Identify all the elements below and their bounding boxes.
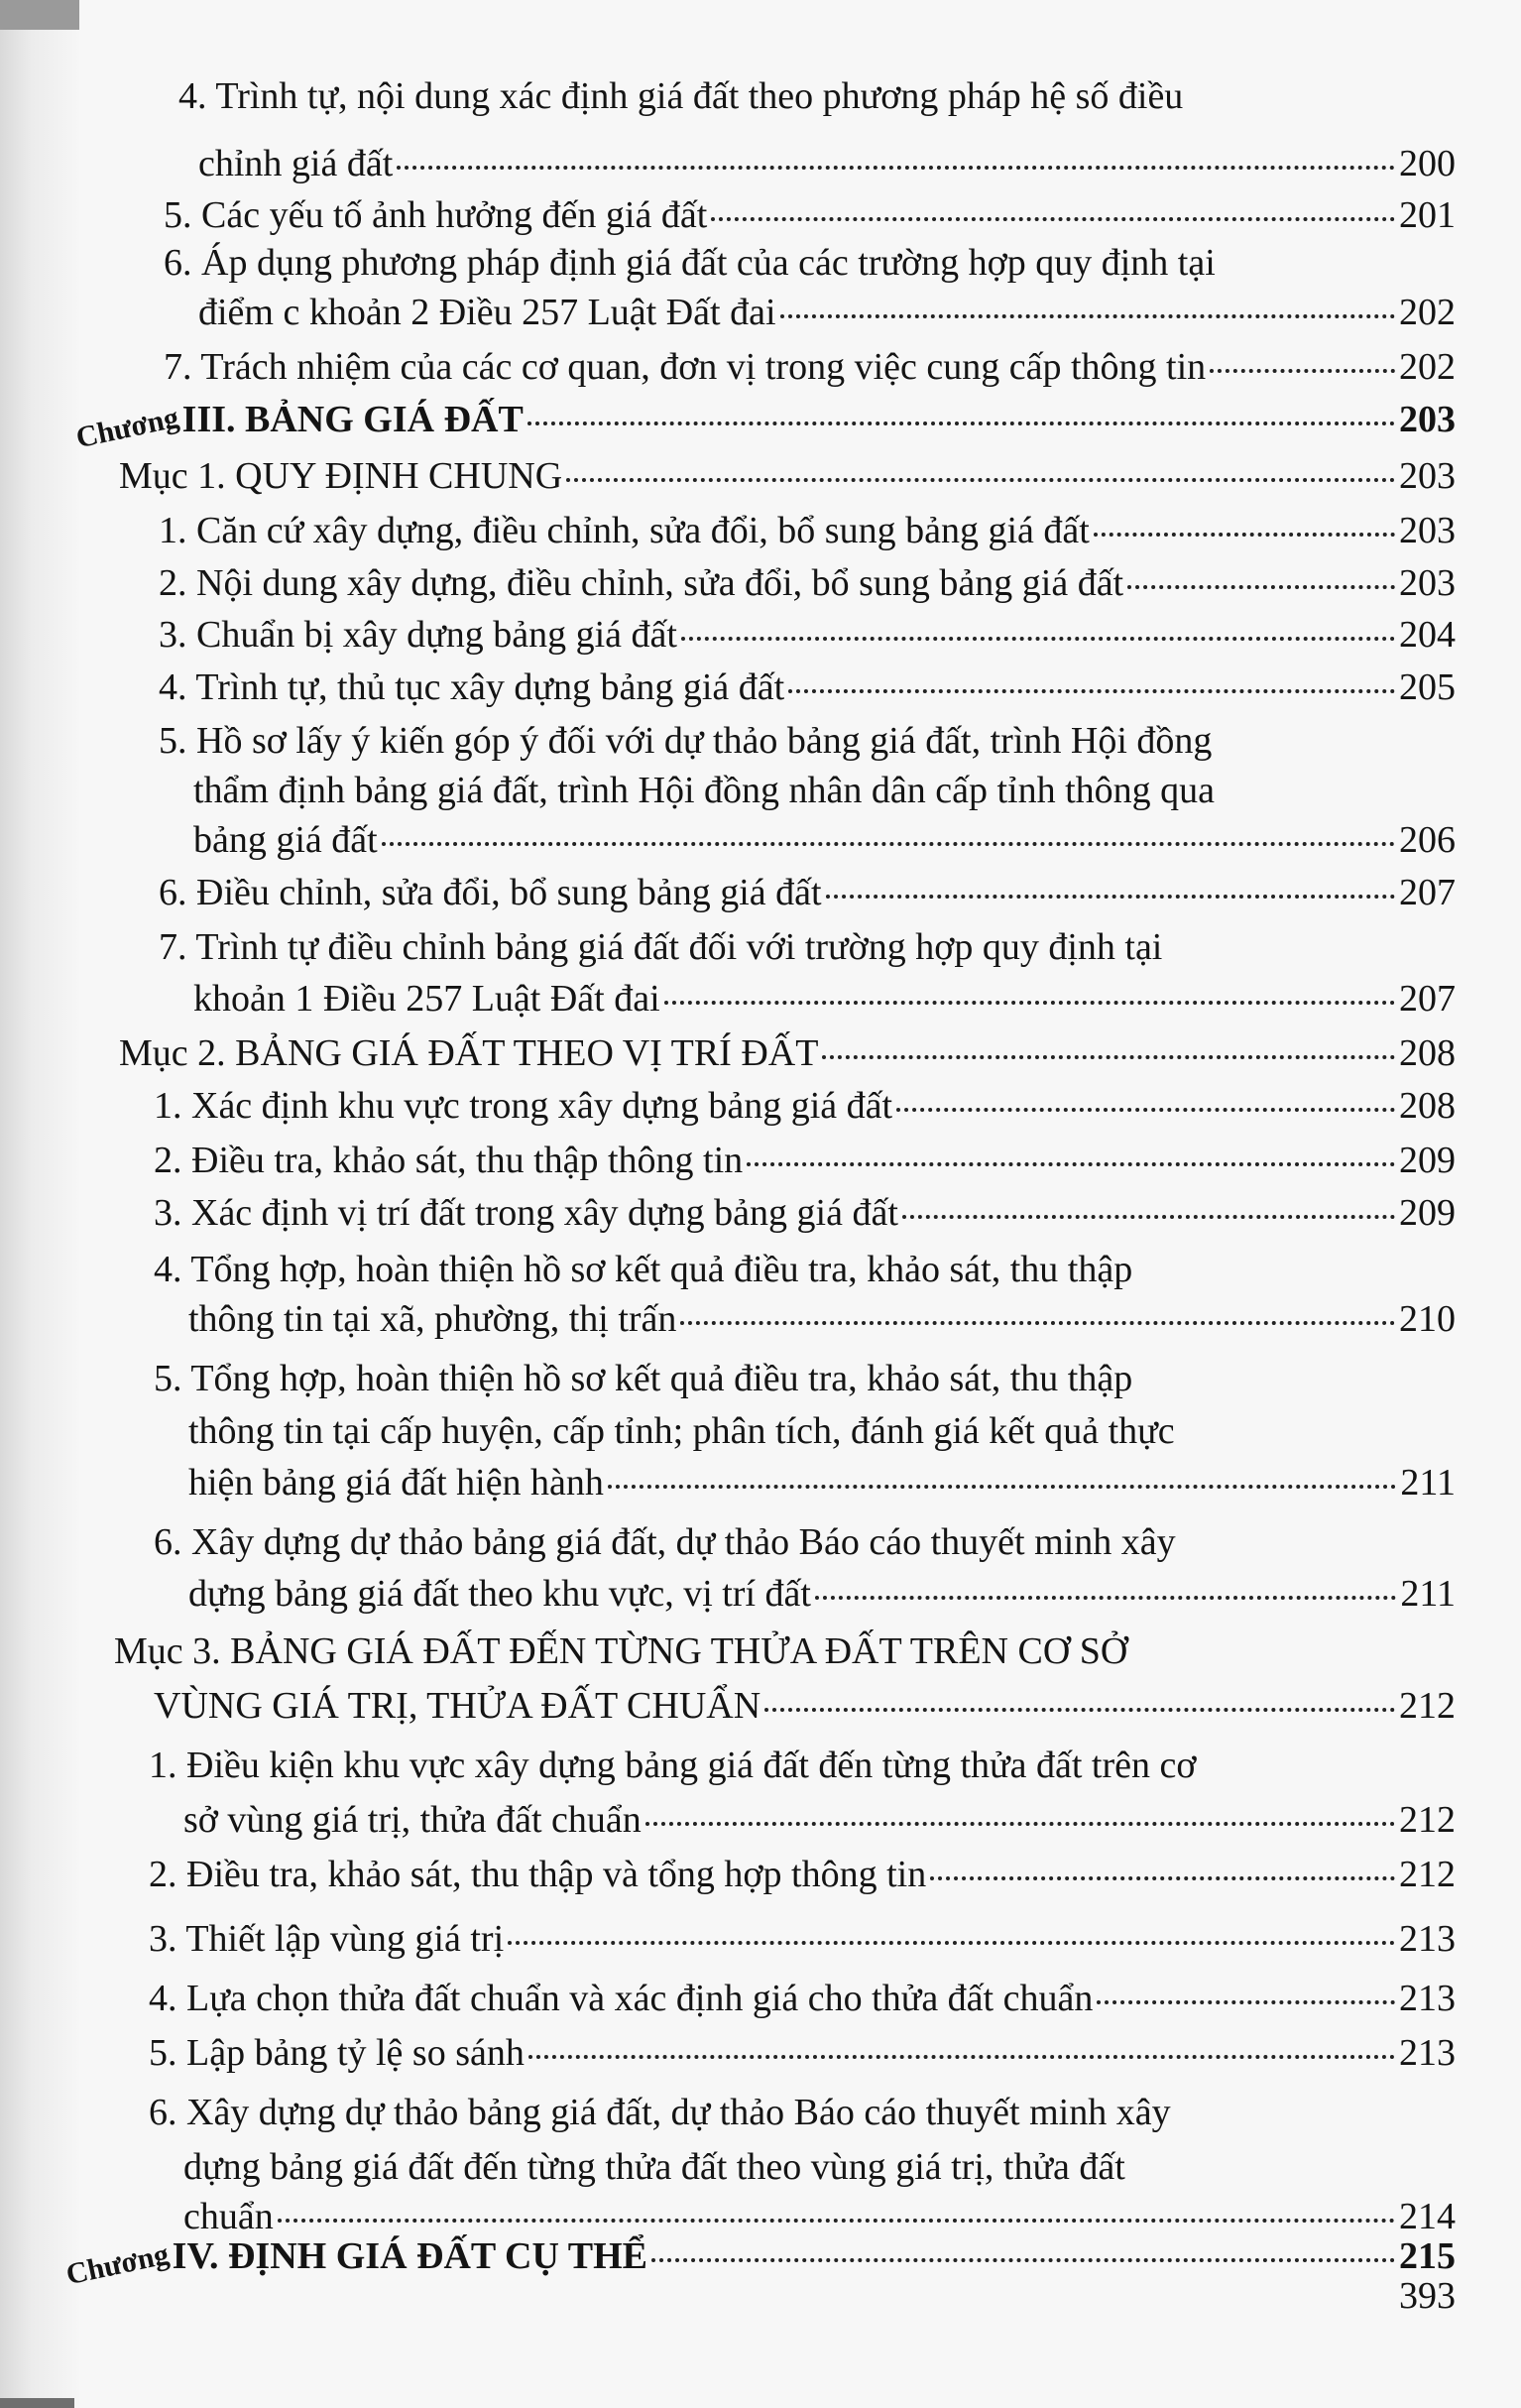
toc-entry-text: 2. Điều tra, khảo sát, thu thập thông tin xyxy=(154,1140,744,1181)
toc-entry[interactable] xyxy=(149,2028,1456,2078)
toc-chapter-entry[interactable] xyxy=(62,2231,1456,2292)
toc-entry-text: dựng bảng giá đất đến từng thửa đất theo vùng giá trị, thửa đất xyxy=(183,2146,1125,2188)
toc-entry-text: 5. Tổng hợp, hoàn thiện hồ sơ kết quả điều tra, khảo sát, thu thập xyxy=(154,1358,1133,1399)
chapter-prefix: Chương xyxy=(62,2237,173,2292)
dot-leader xyxy=(566,478,1395,482)
toc-entry[interactable] xyxy=(159,506,1456,555)
toc-entry-text: 3. Xác định vị trí đất trong xây dựng bảng giá đất xyxy=(154,1192,898,1234)
dot-leader xyxy=(896,1108,1395,1112)
dot-leader xyxy=(528,2055,1395,2059)
dot-leader xyxy=(780,314,1395,318)
toc-section-entry[interactable] xyxy=(154,1681,1456,1731)
toc-page-number: 203 xyxy=(1399,455,1456,497)
toc-entry[interactable] xyxy=(193,974,1456,1023)
toc-entry-text: thông tin tại cấp huyện, cấp tỉnh; phân tích, đánh giá kết quả thực xyxy=(188,1410,1175,1452)
toc-entry-text: 6. Áp dụng phương pháp định giá đất của các trường hợp quy định tại xyxy=(164,242,1216,284)
toc-entry-text: 7. Trình tự điều chỉnh bảng giá đất đối với trường hợp quy định tại xyxy=(159,926,1163,968)
toc-section-entry[interactable] xyxy=(119,451,1456,501)
toc-page-number: 206 xyxy=(1399,819,1456,861)
toc-page-number: 212 xyxy=(1399,1685,1456,1727)
toc-entry[interactable] xyxy=(164,342,1456,392)
toc-page-number: 215 xyxy=(1399,2235,1456,2277)
dot-leader xyxy=(764,1708,1395,1712)
toc-entry[interactable] xyxy=(188,1458,1456,1507)
toc-chapter-entry[interactable] xyxy=(72,395,1456,455)
dot-leader xyxy=(278,2219,1395,2223)
toc-entry-text: 7. Trách nhiệm của các cơ quan, đơn vị trong việc cung cấp thông tin xyxy=(164,346,1207,388)
dot-leader xyxy=(930,1876,1395,1880)
dot-leader xyxy=(747,1162,1395,1166)
toc-entry[interactable] xyxy=(198,139,1456,188)
toc-entry-text: 4. Trình tự, thủ tục xây dựng bảng giá đất xyxy=(159,666,785,708)
toc-page-number: 213 xyxy=(1399,1978,1456,2019)
toc-entry[interactable] xyxy=(198,288,1456,337)
toc-entry-text: 6. Điều chỉnh, sửa đổi, bổ sung bảng giá đất xyxy=(159,872,822,913)
dot-leader xyxy=(1210,369,1395,373)
toc-entry-text: 6. Xây dựng dự thảo bảng giá đất, dự thảo Báo cáo thuyết minh xây xyxy=(154,1521,1176,1563)
toc-page-number: 211 xyxy=(1400,1573,1456,1615)
toc-entry[interactable] xyxy=(159,558,1456,608)
toc-page-number: 207 xyxy=(1399,872,1456,913)
toc-entry[interactable] xyxy=(188,1569,1456,1619)
toc-entry-text: dựng bảng giá đất theo khu vực, vị trí đất xyxy=(188,1573,811,1615)
dot-leader xyxy=(1127,585,1395,589)
toc-entry-text: 5. Lập bảng tỷ lệ so sánh xyxy=(149,2032,525,2074)
toc-entry[interactable] xyxy=(193,815,1456,865)
toc-entry-text: 5. Hồ sơ lấy ý kiến góp ý đối với dự thảo bảng giá đất, trình Hội đồng xyxy=(159,720,1213,762)
toc-entry-text: chuẩn xyxy=(183,2196,274,2237)
dot-leader xyxy=(508,1941,1395,1945)
toc-page-number: 213 xyxy=(1399,2032,1456,2074)
toc-page-number: 201 xyxy=(1399,194,1456,236)
toc-page-number: 211 xyxy=(1400,1462,1456,1504)
toc-entry[interactable] xyxy=(159,610,1456,660)
dot-leader xyxy=(1094,533,1395,537)
toc-entry-text: thông tin tại xã, phường, thị trấn xyxy=(188,1298,677,1340)
toc-page-number: 212 xyxy=(1399,1799,1456,1841)
dot-leader xyxy=(382,842,1395,846)
toc-entry-text: 5. Các yếu tố ảnh hưởng đến giá đất xyxy=(164,194,708,236)
toc-page-number: 203 xyxy=(1399,510,1456,551)
toc-page-number: 208 xyxy=(1399,1032,1456,1074)
dot-leader xyxy=(608,1485,1396,1489)
toc-entry-text: chỉnh giá đất xyxy=(198,143,394,184)
toc-entry-text: 3. Thiết lập vùng giá trị xyxy=(149,1918,505,1960)
toc-page-number: 209 xyxy=(1399,1192,1456,1234)
page-number: 393 xyxy=(1399,2275,1456,2317)
toc-page-number: 213 xyxy=(1399,1918,1456,1960)
toc-entry[interactable] xyxy=(149,1850,1456,1899)
toc-page-number: 210 xyxy=(1399,1298,1456,1340)
toc-chapter-title: IV. ĐỊNH GIÁ ĐẤT CỤ THỂ xyxy=(172,2235,647,2277)
toc-entry-text: 4. Tổng hợp, hoàn thiện hồ sơ kết quả điều tra, khảo sát, thu thập xyxy=(154,1249,1133,1290)
toc-entry-text: 3. Chuẩn bị xây dựng bảng giá đất xyxy=(159,614,677,656)
toc-entry-text: sở vùng giá trị, thửa đất chuẩn xyxy=(183,1799,642,1841)
toc-entry[interactable] xyxy=(154,1136,1456,1185)
dot-leader xyxy=(664,1001,1395,1005)
toc-entry-text: khoản 1 Điều 257 Luật Đất đai xyxy=(193,978,660,1020)
dot-leader xyxy=(711,217,1395,221)
toc-entry-text: 6. Xây dựng dự thảo bảng giá đất, dự thảo Báo cáo thuyết minh xây xyxy=(149,2092,1171,2133)
toc-entry-text: 4. Lựa chọn thửa đất chuẩn và xác định giá cho thửa đất chuẩn xyxy=(149,1978,1094,2019)
toc-entry[interactable] xyxy=(149,1974,1456,2023)
toc-entry[interactable] xyxy=(154,1188,1456,1238)
toc-entry[interactable] xyxy=(149,1914,1456,1964)
toc-page-number: 208 xyxy=(1399,1085,1456,1127)
toc-section-title: Mục 3. BẢNG GIÁ ĐẤT ĐẾN TỪNG THỬA ĐẤT TRÊN CƠ SỞ xyxy=(114,1630,1128,1672)
toc-page-number: 205 xyxy=(1399,666,1456,708)
toc-section-entry[interactable] xyxy=(119,1028,1456,1078)
toc-page-number: 202 xyxy=(1399,346,1456,388)
toc-entry-text: 2. Điều tra, khảo sát, thu thập và tổng hợp thông tin xyxy=(149,1854,927,1895)
toc-page-number: 214 xyxy=(1399,2196,1456,2237)
toc-entry-text: 2. Nội dung xây dựng, điều chỉnh, sửa đổi, bổ sung bảng giá đất xyxy=(159,562,1124,604)
toc-entry-text: 1. Xác định khu vực trong xây dựng bảng giá đất xyxy=(154,1085,893,1127)
toc-entry-text: 4. Trình tự, nội dung xác định giá đất theo phương pháp hệ số điều xyxy=(178,75,1184,117)
toc-entry-text: điểm c khoản 2 Điều 257 Luật Đất đai xyxy=(198,292,776,333)
dot-leader xyxy=(527,421,1395,425)
toc-section-title: VÙNG GIÁ TRỊ, THỬA ĐẤT CHUẨN xyxy=(154,1685,761,1727)
toc-entry[interactable] xyxy=(159,868,1456,917)
toc-page-number: 202 xyxy=(1399,292,1456,333)
dot-leader xyxy=(826,895,1395,899)
dot-leader xyxy=(681,637,1395,641)
toc-entry[interactable] xyxy=(164,190,1456,240)
toc-entry-text: 1. Căn cứ xây dựng, điều chỉnh, sửa đổi, bổ sung bảng giá đất xyxy=(159,510,1090,551)
dot-leader xyxy=(645,1822,1395,1826)
toc-entry[interactable] xyxy=(159,662,1456,712)
toc-page-number: 207 xyxy=(1399,978,1456,1020)
dot-leader xyxy=(788,689,1395,693)
dot-leader xyxy=(822,1055,1395,1059)
dot-leader xyxy=(397,166,1395,170)
toc-entry-text: hiện bảng giá đất hiện hành xyxy=(188,1462,604,1504)
dot-leader xyxy=(680,1321,1395,1325)
toc-page-number: 212 xyxy=(1399,1854,1456,1895)
toc-entry[interactable] xyxy=(154,1081,1456,1131)
toc-entry-text: bảng giá đất xyxy=(193,819,378,861)
toc-section-title: Mục 2. BẢNG GIÁ ĐẤT THEO VỊ TRÍ ĐẤT xyxy=(119,1032,819,1074)
dot-leader xyxy=(902,1215,1395,1219)
toc-page-number: 203 xyxy=(1399,562,1456,604)
dot-leader xyxy=(1097,2000,1395,2004)
toc-page-number: 209 xyxy=(1399,1140,1456,1181)
chapter-prefix: Chương xyxy=(72,401,182,455)
dot-leader xyxy=(651,2258,1395,2262)
toc-entry[interactable] xyxy=(188,1294,1456,1344)
toc-page-number: 200 xyxy=(1399,143,1456,184)
toc-page-number: 204 xyxy=(1399,614,1456,656)
toc-chapter-title: III. BẢNG GIÁ ĐẤT xyxy=(181,399,524,440)
toc-entry-text: 1. Điều kiện khu vực xây dựng bảng giá đất đến từng thửa đất trên cơ xyxy=(149,1745,1197,1786)
toc-section-title: Mục 1. QUY ĐỊNH CHUNG xyxy=(119,455,563,497)
dot-leader xyxy=(815,1596,1396,1600)
toc-entry-text: thẩm định bảng giá đất, trình Hội đồng nhân dân cấp tỉnh thông qua xyxy=(193,770,1216,811)
toc-page-number: 203 xyxy=(1399,399,1456,440)
toc-entry[interactable] xyxy=(183,1795,1456,1845)
